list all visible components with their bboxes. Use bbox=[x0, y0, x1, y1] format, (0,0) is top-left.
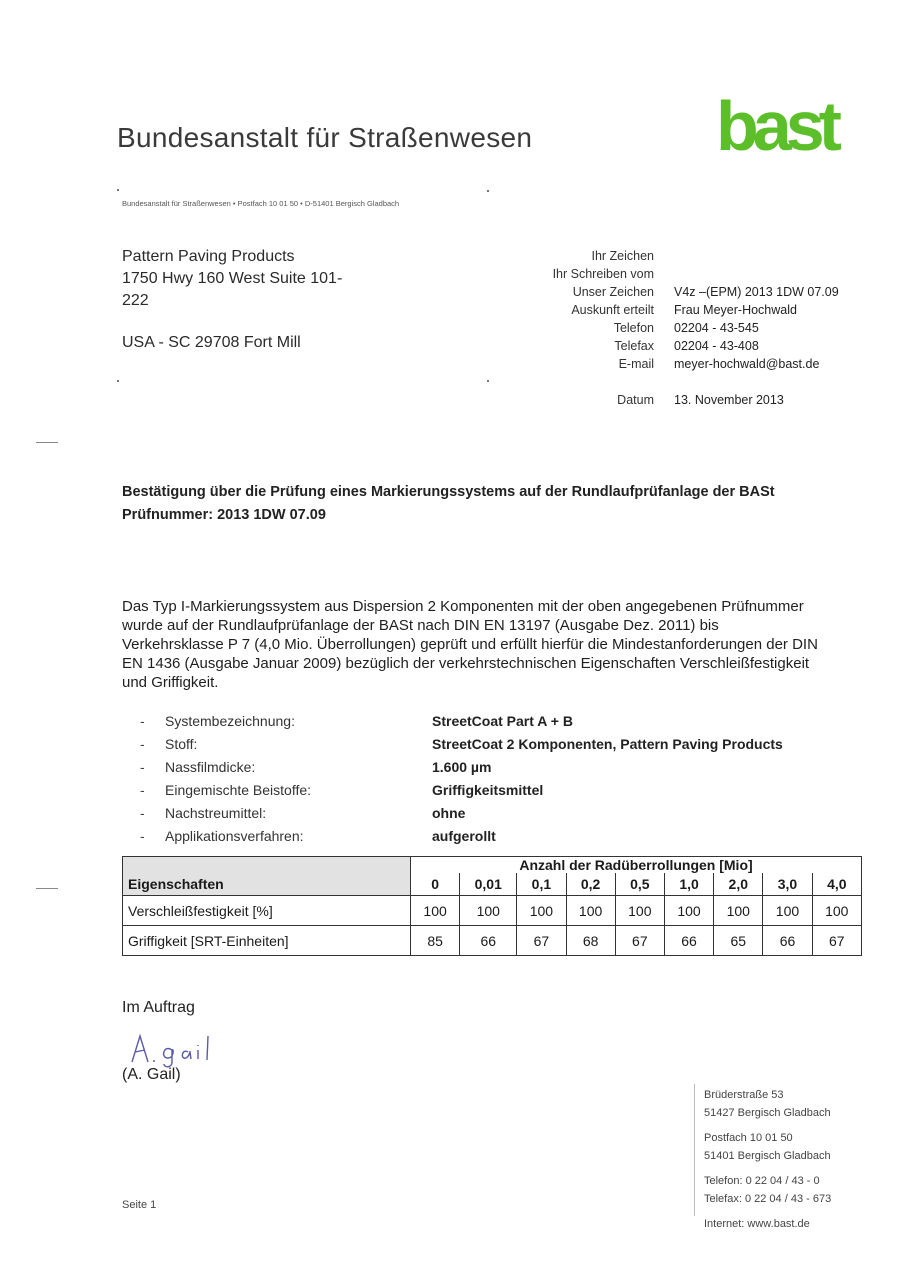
table-super-header: Anzahl der Radüberrollungen [Mio] bbox=[411, 857, 862, 874]
table-header-row bbox=[123, 857, 862, 874]
footer-postfach: Postfach 10 01 50 bbox=[704, 1132, 793, 1144]
ref-label-ihr-schreiben: Ihr Schreiben vom bbox=[552, 267, 654, 281]
column-header: 0,5 bbox=[615, 873, 664, 896]
list-item bbox=[140, 803, 840, 826]
table-cell: 100 bbox=[812, 896, 861, 926]
detail-key: Systembezeichnung: bbox=[165, 713, 295, 729]
table-cell: 100 bbox=[566, 896, 615, 926]
column-header: 0,01 bbox=[460, 873, 517, 896]
ref-value-datum: 13. November 2013 bbox=[674, 393, 784, 407]
column-header: 2,0 bbox=[714, 873, 763, 896]
fold-mark bbox=[36, 888, 58, 889]
ref-label-email: E-mail bbox=[618, 357, 654, 371]
detail-value: 1.600 µm bbox=[432, 759, 492, 775]
bast-logo-text: bast bbox=[716, 87, 836, 156]
footer-internet: Internet: www.bast.de bbox=[704, 1218, 810, 1230]
bullet-dash: - bbox=[140, 805, 145, 821]
footer-address bbox=[704, 1087, 831, 1234]
ref-label-telefax: Telefax bbox=[614, 339, 654, 353]
fold-dot bbox=[117, 380, 119, 382]
detail-key: Eingemischte Beistoffe: bbox=[165, 782, 312, 798]
row-label: Verschleißfestigkeit [%] bbox=[123, 896, 411, 926]
table-row bbox=[123, 896, 862, 926]
bullet-dash: - bbox=[140, 782, 145, 798]
column-header: 0,2 bbox=[566, 873, 615, 896]
im-auftrag: Im Auftrag bbox=[122, 999, 195, 1016]
bullet-dash: - bbox=[140, 828, 145, 844]
column-header: 3,0 bbox=[763, 873, 812, 896]
recipient-address bbox=[122, 246, 422, 354]
column-header: 1,0 bbox=[664, 873, 713, 896]
table-cell: 68 bbox=[566, 926, 615, 956]
footer-rule bbox=[694, 1084, 695, 1216]
table-row bbox=[123, 926, 862, 956]
table-cell: 67 bbox=[517, 926, 566, 956]
table-cell: 66 bbox=[460, 926, 517, 956]
recipient-line bbox=[122, 312, 422, 332]
table-cell: 66 bbox=[763, 926, 812, 956]
recipient-line: Pattern Paving Products bbox=[122, 248, 295, 265]
ref-value-ihr-zeichen bbox=[674, 247, 839, 265]
subject-title: Bestätigung über die Prüfung eines Markierungssystems auf der Rundlaufprüfanlage der BASt bbox=[122, 484, 775, 500]
ref-value-email: meyer-hochwald@bast.de bbox=[674, 357, 820, 371]
table-cell: 66 bbox=[664, 926, 713, 956]
ref-value-telefon: 02204 - 43-545 bbox=[674, 321, 759, 335]
table-cell: 100 bbox=[517, 896, 566, 926]
ref-spacer bbox=[674, 373, 839, 391]
ref-value-telefax: 02204 - 43-408 bbox=[674, 339, 759, 353]
detail-value: Griffigkeitsmittel bbox=[432, 782, 544, 798]
ref-spacer bbox=[470, 373, 654, 391]
list-item bbox=[140, 711, 840, 734]
column-header: 0,1 bbox=[517, 873, 566, 896]
footer-street: Brüderstraße 53 bbox=[704, 1089, 784, 1101]
table-cell: 100 bbox=[615, 896, 664, 926]
detail-value: StreetCoat Part A + B bbox=[432, 713, 573, 729]
table-cell: 100 bbox=[460, 896, 517, 926]
detail-key: Applikationsverfahren: bbox=[165, 828, 304, 844]
subject bbox=[122, 482, 822, 525]
ref-label-unser-zeichen: Unser Zeichen bbox=[572, 285, 654, 299]
table-cell: 100 bbox=[763, 896, 812, 926]
column-header: 4,0 bbox=[812, 873, 861, 896]
footer-city: 51427 Bergisch Gladbach bbox=[704, 1106, 831, 1119]
body-paragraph: Das Typ I-Markierungssystem aus Dispersion 2 Komponenten mit der oben angegebenen Prüfnummer wurde auf der Rundlaufprüfanlage der BASt nach DIN EN 13197 (Ausgabe Dez. 2011) bis Verkehrsklasse P 7 (4,0 Mio. Überrollungen) geprüft und erfüllt hierfür die Mindestanforderungen der DIN EN 1436 (Ausgabe Januar 2009) bezüglich der verkehrstechnischen Eigenschaften Verschleißfestigkeit und Griffigkeit. bbox=[122, 598, 818, 691]
table-cell: 100 bbox=[714, 896, 763, 926]
ref-value-auskunft: Frau Meyer-Hochwald bbox=[674, 303, 797, 317]
bullet-dash: - bbox=[140, 713, 145, 729]
table-corner-header: Eigenschaften bbox=[123, 857, 411, 896]
ref-label-ihr-zeichen: Ihr Zeichen bbox=[591, 249, 654, 263]
bullet-dash: - bbox=[140, 759, 145, 775]
institution-name: Bundesanstalt für Straßenwesen bbox=[117, 122, 533, 153]
properties-table bbox=[122, 856, 862, 956]
column-header: 0 bbox=[411, 873, 460, 896]
detail-key: Nachstreumittel: bbox=[165, 805, 267, 821]
ref-label-telefon: Telefon bbox=[613, 321, 654, 335]
table-cell: 65 bbox=[714, 926, 763, 956]
list-item bbox=[140, 780, 840, 803]
ref-value-ihr-schreiben bbox=[674, 265, 839, 283]
handwritten-signature bbox=[128, 1028, 228, 1068]
table-cell: 67 bbox=[615, 926, 664, 956]
ref-value-unser-zeichen: V4z –(EPM) 2013 1DW 07.09 bbox=[674, 285, 839, 299]
test-number: Prüfnummer: 2013 1DW 07.09 bbox=[122, 507, 326, 523]
fold-dot bbox=[487, 190, 489, 192]
reference-values bbox=[674, 247, 839, 409]
row-label: Griffigkeit [SRT-Einheiten] bbox=[123, 926, 411, 956]
footer-postfach-city: 51401 Bergisch Gladbach bbox=[704, 1149, 831, 1162]
detail-value: StreetCoat 2 Komponenten, Pattern Paving Products bbox=[432, 736, 783, 752]
signatory-name: (A. Gail) bbox=[122, 1066, 181, 1083]
detail-key: Stoff: bbox=[165, 736, 198, 752]
detail-key: Nassfilmdicke: bbox=[165, 759, 256, 775]
reference-labels bbox=[470, 247, 654, 409]
detail-value: aufgerollt bbox=[432, 828, 496, 844]
list-item bbox=[140, 826, 840, 849]
bullet-dash: - bbox=[140, 736, 145, 752]
footer-telefon: Telefon: 0 22 04 / 43 - 0 bbox=[704, 1175, 820, 1187]
recipient-line: 1750 Hwy 160 West Suite 101- 222 bbox=[122, 270, 343, 309]
details-list bbox=[140, 711, 840, 849]
ref-label-auskunft: Auskunft erteilt bbox=[571, 303, 654, 317]
list-item bbox=[140, 734, 840, 757]
fold-mark bbox=[36, 442, 58, 443]
footer-telefax: Telefax: 0 22 04 / 43 - 673 bbox=[704, 1192, 832, 1205]
bast-logo bbox=[706, 84, 846, 156]
table-cell: 67 bbox=[812, 926, 861, 956]
ref-label-datum: Datum bbox=[617, 393, 654, 407]
sender-line: Bundesanstalt für Straßenwesen • Postfach 10 01 50 • D-51401 Bergisch Gladbach bbox=[122, 199, 400, 208]
table-cell: 85 bbox=[411, 926, 460, 956]
recipient-line: USA - SC 29708 Fort Mill bbox=[122, 334, 301, 351]
list-item bbox=[140, 757, 840, 780]
detail-value: ohne bbox=[432, 805, 466, 821]
table-cell: 100 bbox=[664, 896, 713, 926]
table-cell: 100 bbox=[411, 896, 460, 926]
fold-dot bbox=[117, 189, 119, 191]
page-number: Seite 1 bbox=[122, 1199, 157, 1211]
